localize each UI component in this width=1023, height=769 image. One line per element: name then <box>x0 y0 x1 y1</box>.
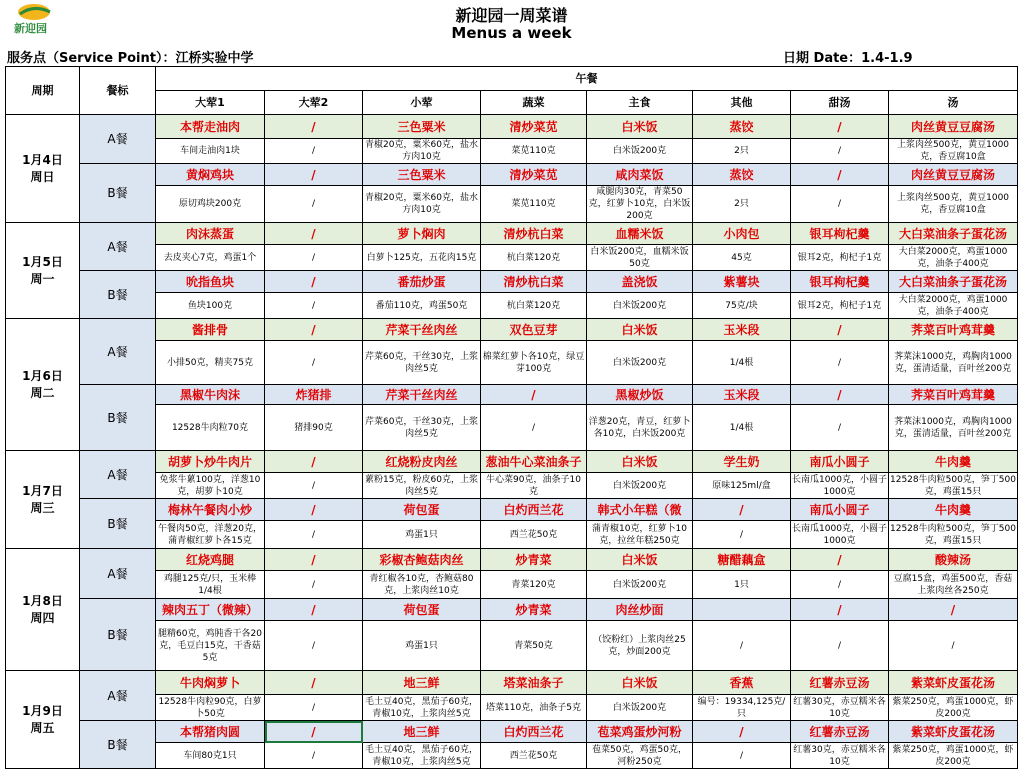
dish-name-cell[interactable]: 三色粟米 <box>363 164 481 186</box>
service-point: 服务点（Service Point）：江桥实验中学 <box>7 51 254 66</box>
day-weekday: 周一 <box>30 271 55 286</box>
meal-label[interactable]: B餐 <box>80 599 156 671</box>
detail-row <box>6 293 1018 319</box>
dish-row <box>6 271 1018 293</box>
dish-detail-cell[interactable]: 豆腐15盒，鸡蛋500克，香菇上浆肉丝各250克 <box>889 571 1018 599</box>
dish-detail-cell[interactable]: 紫菜250克，鸡蛋1000克，虾皮200克 <box>889 743 1018 769</box>
dish-name-cell[interactable]: / <box>265 271 363 293</box>
day-weekday: 周五 <box>30 720 55 735</box>
dish-name-cell[interactable]: 肉沫蒸蛋 <box>156 223 265 245</box>
dish-name-cell[interactable]: 地三鲜 <box>363 671 481 695</box>
column-header-1[interactable]: 大荤1 <box>156 91 265 115</box>
dish-name-cell[interactable]: 牛肉焖萝卜 <box>156 671 265 695</box>
menu-subtitle: Menus a week <box>451 24 572 42</box>
dish-name-cell[interactable]: 肉丝黄豆豆腐汤 <box>889 115 1018 139</box>
dish-detail-cell[interactable]: 番茄110克，鸡蛋50克 <box>363 293 481 319</box>
dish-detail-cell[interactable]: 白米饭200克 <box>587 571 693 599</box>
dish-detail-cell[interactable]: 杭白菜120克 <box>481 245 587 271</box>
day-weekday: 周三 <box>30 500 55 515</box>
dish-name-cell[interactable]: 炸猪排 <box>265 385 363 405</box>
dish-name-cell[interactable]: 清炒杭白菜 <box>481 223 587 245</box>
dish-row <box>6 385 1018 405</box>
dish-detail-cell[interactable]: 白米饭200克 <box>587 293 693 319</box>
dish-row <box>6 499 1018 521</box>
dish-detail-cell[interactable]: （饺粉红）上浆肉丝25克，炒面200克 <box>587 621 693 671</box>
detail-row <box>6 186 1018 223</box>
dish-name-cell[interactable]: 韩式小年糕（微 <box>587 499 693 521</box>
detail-row <box>6 571 1018 599</box>
dish-detail-cell[interactable]: / <box>265 473 363 499</box>
dish-name-cell[interactable]: 红薯赤豆汤 <box>791 721 889 743</box>
dish-name-cell[interactable]: 牛肉羹 <box>889 451 1018 473</box>
column-header-6[interactable]: 其他 <box>693 91 791 115</box>
meal-label[interactable]: B餐 <box>80 499 156 549</box>
dish-name-cell[interactable] <box>693 599 791 621</box>
dish-name-cell[interactable]: / <box>791 164 889 186</box>
dish-detail-cell[interactable]: / <box>265 695 363 721</box>
dish-name-cell[interactable]: 紫菜虾皮蛋花汤 <box>889 721 1018 743</box>
header-row-top <box>6 67 1018 91</box>
dish-detail-cell[interactable]: 车间80克1只 <box>156 743 265 769</box>
dish-detail-cell[interactable]: 1只 <box>693 571 791 599</box>
dish-name-cell[interactable]: 清炒杭白菜 <box>481 271 587 293</box>
dish-detail-cell[interactable]: / <box>791 621 889 671</box>
dish-detail-cell[interactable]: 芹菜60克，干丝30克，上浆肉丝5克 <box>363 341 481 385</box>
dish-detail-cell[interactable]: 猪排90克 <box>265 405 363 451</box>
dish-detail-cell[interactable]: 鱼块100克 <box>156 293 265 319</box>
dish-name-cell[interactable]: 彩椒杏鲍菇肉丝 <box>363 549 481 571</box>
dish-detail-cell[interactable]: / <box>265 139 363 164</box>
dish-detail-cell[interactable]: 长南瓜1000克，小圆子1000克 <box>792 474 887 497</box>
day-cell[interactable] <box>6 319 80 451</box>
dish-name-cell[interactable]: 酸辣汤 <box>889 549 1018 571</box>
meal-label[interactable]: A餐 <box>80 549 156 599</box>
dish-detail-cell[interactable]: 长南瓜1000克，小圆子1000克 <box>791 521 889 549</box>
column-header-4[interactable]: 蔬菜 <box>481 91 587 115</box>
dish-detail-cell[interactable]: 白米饭200克 <box>587 473 693 499</box>
dish-name-cell[interactable]: 银耳枸杞羹 <box>791 223 889 245</box>
dish-name-cell[interactable]: 红烧鸡腿 <box>156 549 265 571</box>
dish-name-cell[interactable]: / <box>791 385 889 405</box>
dish-detail-cell[interactable]: 白米饭200克 <box>587 139 693 164</box>
column-header-2[interactable]: 大荤2 <box>265 91 363 115</box>
dish-name-cell[interactable]: / <box>265 451 363 473</box>
dish-detail-cell[interactable]: 鸡蛋1只 <box>363 521 481 549</box>
day-date: 1月6日 <box>22 368 63 383</box>
dish-detail-cell[interactable]: 毛土豆40克，黑茄子60克，青椒10克，上浆肉丝5克 <box>363 695 481 721</box>
dish-name-cell[interactable]: 清炒菜苋 <box>481 115 587 139</box>
dish-detail-cell[interactable]: 白萝卜125克，五花肉15克 <box>363 245 481 271</box>
dish-detail-cell[interactable]: / <box>791 405 889 451</box>
dish-detail-cell[interactable]: 荠菜沫1000克，鸡胸肉1000克，蛋清适量，百叶丝200克 <box>889 341 1018 385</box>
dish-detail-cell[interactable]: / <box>791 341 889 385</box>
dish-name-cell[interactable]: 三色粟米 <box>363 115 481 139</box>
detail-row <box>6 621 1018 671</box>
dish-name-cell[interactable]: / <box>791 599 889 621</box>
dish-name-cell[interactable]: 香蕉 <box>693 671 791 695</box>
meal-label[interactable]: B餐 <box>80 721 156 769</box>
dish-detail-cell[interactable]: 蔂粉15克，粉皮60克，上浆肉丝5克 <box>363 473 481 499</box>
dish-name-cell[interactable]: 肉丝炒面 <box>587 599 693 621</box>
dish-name-cell[interactable]: / <box>481 385 587 405</box>
dish-name-cell[interactable]: 炒青菜 <box>481 599 587 621</box>
date-range: 日期 Date：1.4-1.9 <box>783 51 913 66</box>
dish-name-cell[interactable]: 小肉包 <box>693 223 791 245</box>
day-date: 1月8日 <box>22 593 63 608</box>
dish-name-cell[interactable]: / <box>889 599 1018 621</box>
meal-label[interactable]: B餐 <box>80 164 156 223</box>
dish-detail-cell[interactable]: 2只 <box>693 139 791 164</box>
dish-row <box>6 671 1018 695</box>
dish-detail-cell[interactable]: 紫菜250克，鸡蛋1000克，虾皮200克 <box>889 695 1018 721</box>
dish-detail-cell[interactable]: / <box>889 621 1018 671</box>
dish-detail-cell[interactable]: 芹菜60克，干丝30克，上浆肉丝5克 <box>363 405 481 451</box>
svg-text:新迎园: 新迎园 <box>14 22 47 35</box>
day-date: 1月9日 <box>22 703 63 718</box>
dish-name-cell[interactable]: 蒸饺 <box>693 164 791 186</box>
dish-detail-cell[interactable]: 车间走油肉1块 <box>156 139 265 164</box>
week-header[interactable]: 周期 <box>6 67 80 115</box>
dish-name-cell[interactable]: 黑椒炒饭 <box>587 385 693 405</box>
day-cell[interactable] <box>6 671 80 769</box>
meal-label[interactable]: A餐 <box>80 451 156 499</box>
dish-detail-cell[interactable]: 荠菜沫1000克，鸡胸肉1000克，蛋清适量，百叶丝200克 <box>889 405 1018 451</box>
dish-detail-cell[interactable]: 咸腿肉30克，青菜50克，红萝卜10克，白米饭200克 <box>587 186 693 223</box>
day-weekday: 周四 <box>30 610 55 625</box>
dish-detail-cell[interactable]: / <box>791 571 889 599</box>
dish-detail-cell[interactable]: 青椒20克，粟米60克，盐水方肉10克 <box>363 186 481 223</box>
dish-name-cell[interactable]: / <box>265 223 363 245</box>
day-date: 1月4日 <box>22 152 63 167</box>
dish-name-cell[interactable]: 白米饭 <box>587 451 693 473</box>
dish-name-cell[interactable]: 芹菜干丝肉丝 <box>363 385 481 405</box>
dish-detail-cell[interactable]: 1/4根 <box>693 405 791 451</box>
dish-detail-cell[interactable]: / <box>693 621 791 671</box>
dish-name-cell[interactable]: 塔菜油条子 <box>481 671 587 695</box>
dish-detail-cell[interactable]: 12528牛肉粒70克 <box>156 405 265 451</box>
dish-detail-cell[interactable]: 银耳2克，枸杞子1克 <box>791 293 889 319</box>
dish-detail-cell[interactable]: / <box>265 186 363 223</box>
dish-detail-cell[interactable]: 12528牛肉粒90克，白萝卜50克 <box>156 695 265 721</box>
dish-name-cell[interactable]: 糖醋藕盒 <box>693 549 791 571</box>
dish-detail-cell[interactable]: 午餐肉50克，洋葱20克，蒲青椒红萝卜各15克 <box>156 521 265 549</box>
dish-detail-cell[interactable]: 原切鸡块200克 <box>156 186 265 223</box>
dish-detail-cell[interactable]: 苞菜50克，鸡蛋50克，河粉250克 <box>587 743 693 769</box>
day-cell[interactable] <box>6 115 80 223</box>
dish-name-cell[interactable]: / <box>265 599 363 621</box>
dish-row <box>6 599 1018 621</box>
dish-name-cell[interactable]: 炒青菜 <box>481 549 587 571</box>
column-header-8[interactable]: 汤 <box>889 91 1018 115</box>
dish-name-cell[interactable]: / <box>265 549 363 571</box>
dish-detail-cell[interactable]: 去皮夹心7克，鸡蛋1个 <box>156 245 265 271</box>
dish-detail-cell[interactable]: 45克 <box>693 245 791 271</box>
dish-name-cell[interactable]: 荠菜百叶鸡茸羹 <box>889 319 1018 341</box>
dish-name-cell[interactable]: / <box>265 499 363 521</box>
dish-name-cell[interactable]: 荷包蛋 <box>363 499 481 521</box>
dish-name-cell[interactable]: 辣肉五丁（微辣） <box>156 599 265 621</box>
detail-row <box>6 473 1018 499</box>
dish-detail-cell[interactable]: 大白菜2000克，鸡蛋1000克，油条子400克 <box>889 245 1018 271</box>
dish-name-cell[interactable]: 血糯米饭 <box>587 223 693 245</box>
dish-detail-cell[interactable]: 免浆牛蔂100克，洋葱10克，胡萝卜10克 <box>156 473 265 499</box>
dish-detail-cell[interactable]: / <box>693 743 791 769</box>
dish-detail-cell[interactable]: 大白菜2000克，鸡蛋1000克，油条子400克 <box>889 293 1018 319</box>
dish-detail-cell[interactable]: 白米饭200克 <box>587 695 693 721</box>
dish-detail-cell[interactable]: 银耳2克，枸杞子1克 <box>791 245 889 271</box>
dish-name-cell[interactable]: 牛肉羹 <box>889 499 1018 521</box>
dish-detail-cell[interactable]: 12528牛肉粒500克，笋丁500克，鸡蛋15只 <box>889 521 1018 549</box>
day-cell[interactable] <box>6 549 80 671</box>
dish-name-cell[interactable]: 南瓜小圆子 <box>791 499 889 521</box>
dish-detail-cell[interactable]: 红薯30克，赤豆糯米各10克 <box>791 743 889 769</box>
dish-detail-cell[interactable]: / <box>693 521 791 549</box>
column-header-5[interactable]: 主食 <box>587 91 693 115</box>
day-date: 1月7日 <box>22 483 63 498</box>
dish-name-cell[interactable]: 黄焖鸡块 <box>156 164 265 186</box>
dish-name-cell[interactable]: 大白菜油条子蛋花汤 <box>889 223 1018 245</box>
dish-detail-cell[interactable]: 红薯30克，赤豆糯米各10克 <box>791 695 889 721</box>
dish-name-cell[interactable]: 清炒菜苋 <box>481 164 587 186</box>
dish-name-cell[interactable]: 本帮猪肉圆 <box>156 721 265 743</box>
meal-label[interactable]: B餐 <box>80 271 156 319</box>
detail-row <box>6 743 1018 769</box>
dish-name-cell[interactable]: 大白菜油条子蛋花汤 <box>889 271 1018 293</box>
detail-row <box>6 695 1018 721</box>
day-cell[interactable] <box>6 223 80 319</box>
dish-name-cell[interactable]: 地三鲜 <box>363 721 481 743</box>
dish-detail-cell[interactable]: / <box>265 245 363 271</box>
dish-name-cell[interactable]: / <box>265 671 363 695</box>
dish-detail-cell[interactable]: 菜苋110克 <box>481 186 587 223</box>
dish-detail-cell[interactable]: 青菜120克 <box>481 571 587 599</box>
dish-name-cell[interactable]: 玉米段 <box>693 319 791 341</box>
dish-row <box>6 319 1018 341</box>
dish-name-cell[interactable]: 芹菜干丝肉丝 <box>363 319 481 341</box>
meal-label[interactable]: A餐 <box>80 671 156 721</box>
dish-name-cell[interactable]: / <box>265 115 363 139</box>
dish-detail-cell[interactable]: / <box>265 293 363 319</box>
dish-name-cell[interactable]: 紫菜虾皮蛋花汤 <box>889 671 1018 695</box>
dish-name-cell[interactable]: 酱排骨 <box>156 319 265 341</box>
dish-name-cell[interactable]: 白米饭 <box>587 319 693 341</box>
dish-name-cell[interactable]: 银耳枸杞羹 <box>791 271 889 293</box>
dish-detail-cell[interactable]: 塔菜110克，油条子5克 <box>481 695 587 721</box>
dish-name-cell[interactable]: 白米饭 <box>587 671 693 695</box>
meal-label[interactable]: A餐 <box>80 115 156 164</box>
dish-row <box>6 223 1018 245</box>
dish-detail-cell[interactable]: / <box>265 621 363 671</box>
dish-name-cell[interactable]: 南瓜小圆子 <box>791 451 889 473</box>
dish-name-cell[interactable]: 苞菜鸡蛋炒河粉 <box>587 721 693 743</box>
dish-name-cell[interactable]: 黑椒牛肉沫 <box>156 385 265 405</box>
dish-detail-cell[interactable]: 西兰花50克 <box>481 743 587 769</box>
dish-name-cell[interactable]: 盖浇饭 <box>587 271 693 293</box>
dish-name-cell[interactable]: 红薯赤豆汤 <box>791 671 889 695</box>
dish-name-cell[interactable]: 白灼西兰花 <box>481 721 587 743</box>
dish-name-cell[interactable]: 番茄炒蛋 <box>363 271 481 293</box>
lunch-header[interactable]: 午餐 <box>156 67 1018 91</box>
dish-name-cell[interactable]: / <box>693 499 791 521</box>
detail-row <box>6 521 1018 549</box>
dish-detail-cell[interactable]: 青红椒各10克，杏鲍菇80克，上浆肉丝10克 <box>363 571 481 599</box>
dish-detail-cell[interactable]: 西兰花50克 <box>481 521 587 549</box>
dish-detail-cell[interactable]: / <box>481 405 587 451</box>
dish-detail-cell[interactable]: 12528牛肉粒500克，笋丁500克，鸡蛋15只 <box>890 474 1016 497</box>
column-header-7[interactable]: 甜汤 <box>791 91 889 115</box>
dish-name-cell[interactable]: 胡萝卜炒牛肉片 <box>156 451 265 473</box>
dish-name-cell[interactable]: 白米饭 <box>587 549 693 571</box>
dish-detail-cell[interactable]: / <box>265 341 363 385</box>
meal-label[interactable]: A餐 <box>80 319 156 385</box>
meal-header[interactable]: 餐标 <box>80 67 156 115</box>
dish-name-cell[interactable]: / <box>265 721 363 743</box>
dish-row <box>6 164 1018 186</box>
dish-detail-cell[interactable]: 编号：19334,125克/只 <box>693 695 791 721</box>
dish-name-cell[interactable]: / <box>791 319 889 341</box>
dish-name-cell[interactable]: 本帮走油肉 <box>156 115 265 139</box>
menu-title: 新迎园一周菜谱 <box>455 6 568 25</box>
dish-name-cell[interactable]: / <box>265 319 363 341</box>
dish-name-cell[interactable]: 吮指鱼块 <box>156 271 265 293</box>
column-header-3[interactable]: 小荤 <box>363 91 481 115</box>
dish-detail-cell[interactable]: 杭白菜120克 <box>481 293 587 319</box>
header-row-items <box>6 91 1018 115</box>
dish-name-cell[interactable]: 紫薯块 <box>693 271 791 293</box>
dish-detail-cell[interactable]: 白米饭200克，血糯米饭50克 <box>587 245 693 271</box>
dish-detail-cell[interactable]: 1/4根 <box>693 341 791 385</box>
dish-detail-cell[interactable]: 牛心菜90克，油条子10克 <box>481 473 587 499</box>
dish-name-cell[interactable]: 蒸饺 <box>693 115 791 139</box>
dish-row <box>6 451 1018 473</box>
dish-detail-cell[interactable]: 鸡蛋1只 <box>363 621 481 671</box>
dish-name-cell[interactable]: 双色豆芽 <box>481 319 587 341</box>
meal-label[interactable]: A餐 <box>80 223 156 271</box>
dish-detail-cell[interactable]: 白米饭200克 <box>587 341 693 385</box>
dish-name-cell[interactable]: 肉丝黄豆豆腐汤 <box>889 164 1018 186</box>
dish-detail-cell[interactable]: 毛土豆40克，黑茄子60克，青椒10克，上浆肉丝5克 <box>363 743 481 769</box>
meal-label[interactable]: B餐 <box>80 385 156 451</box>
dish-name-cell[interactable]: / <box>791 115 889 139</box>
dish-name-cell[interactable]: 学生奶 <box>693 451 791 473</box>
dish-detail-cell[interactable]: / <box>791 186 889 223</box>
detail-row <box>6 405 1018 451</box>
dish-detail-cell[interactable]: 青菜50克 <box>481 621 587 671</box>
dish-name-cell[interactable]: 玉米段 <box>693 385 791 405</box>
dish-name-cell[interactable]: / <box>693 721 791 743</box>
dish-detail-cell[interactable]: 蒲青椒10克，红萝卜10克，拉丝年糕250克 <box>587 521 693 549</box>
dish-row <box>6 115 1018 139</box>
dish-name-cell[interactable]: 荠菜百叶鸡茸羹 <box>889 385 1018 405</box>
detail-row <box>6 245 1018 271</box>
dish-detail-cell[interactable]: 洋葱20克，青豆，红萝卜各10克，白米饭200克 <box>587 405 693 451</box>
day-weekday: 周二 <box>30 385 55 400</box>
dish-detail-cell[interactable]: 75克/块 <box>693 293 791 319</box>
dish-detail-cell[interactable]: 小排50克，精夹75克 <box>156 341 265 385</box>
detail-row <box>6 139 1018 164</box>
dish-name-cell[interactable]: 咸肉菜饭 <box>587 164 693 186</box>
dish-detail-cell[interactable]: 2只 <box>693 186 791 223</box>
dish-name-cell[interactable]: 红烧粉皮肉丝 <box>363 451 481 473</box>
dish-row <box>6 549 1018 571</box>
dish-name-cell[interactable]: 萝卜焖肉 <box>363 223 481 245</box>
weekly-menu-table <box>5 66 1018 769</box>
dish-detail-cell[interactable]: 上浆肉丝500克，黄豆1000克，香豆腐10盒 <box>889 139 1018 164</box>
dish-name-cell[interactable]: 梅林午餐肉小炒 <box>156 499 265 521</box>
dish-detail-cell[interactable]: 腿精60克，鸡肫香干各20克，毛豆白15克，干香菇5克 <box>156 621 265 671</box>
dish-row <box>6 721 1018 743</box>
dish-name-cell[interactable]: 白米饭 <box>587 115 693 139</box>
dish-detail-cell[interactable]: 上浆肉丝500克，黄豆1000克，香豆腐10盒 <box>889 186 1018 223</box>
detail-row <box>6 341 1018 385</box>
dish-name-cell[interactable]: / <box>265 164 363 186</box>
dish-name-cell[interactable]: 白灼西兰花 <box>481 499 587 521</box>
day-cell[interactable] <box>6 451 80 549</box>
dish-detail-cell[interactable]: 原味125ml/盒 <box>693 473 791 499</box>
dish-detail-cell[interactable]: 鸡腿125克/只，玉米棒1/4根 <box>156 571 265 599</box>
day-weekday: 周日 <box>30 169 55 184</box>
dish-name-cell[interactable]: 荷包蛋 <box>363 599 481 621</box>
dish-detail-cell[interactable]: / <box>791 139 889 164</box>
day-date: 1月5日 <box>22 254 63 269</box>
dish-detail-cell[interactable]: 青椒20克，粟米60克，盐水方肉10克 <box>363 139 481 164</box>
dish-name-cell[interactable]: 葱油牛心菜油条子 <box>481 451 587 473</box>
dish-detail-cell[interactable]: / <box>265 743 363 769</box>
dish-detail-cell[interactable]: / <box>265 521 363 549</box>
dish-detail-cell[interactable]: 棉菜红萝卜各10克，绿豆芽100克 <box>481 341 587 385</box>
dish-detail-cell[interactable]: 菜苋110克 <box>481 139 587 164</box>
dish-name-cell[interactable]: / <box>791 549 889 571</box>
dish-detail-cell[interactable]: / <box>265 571 363 599</box>
